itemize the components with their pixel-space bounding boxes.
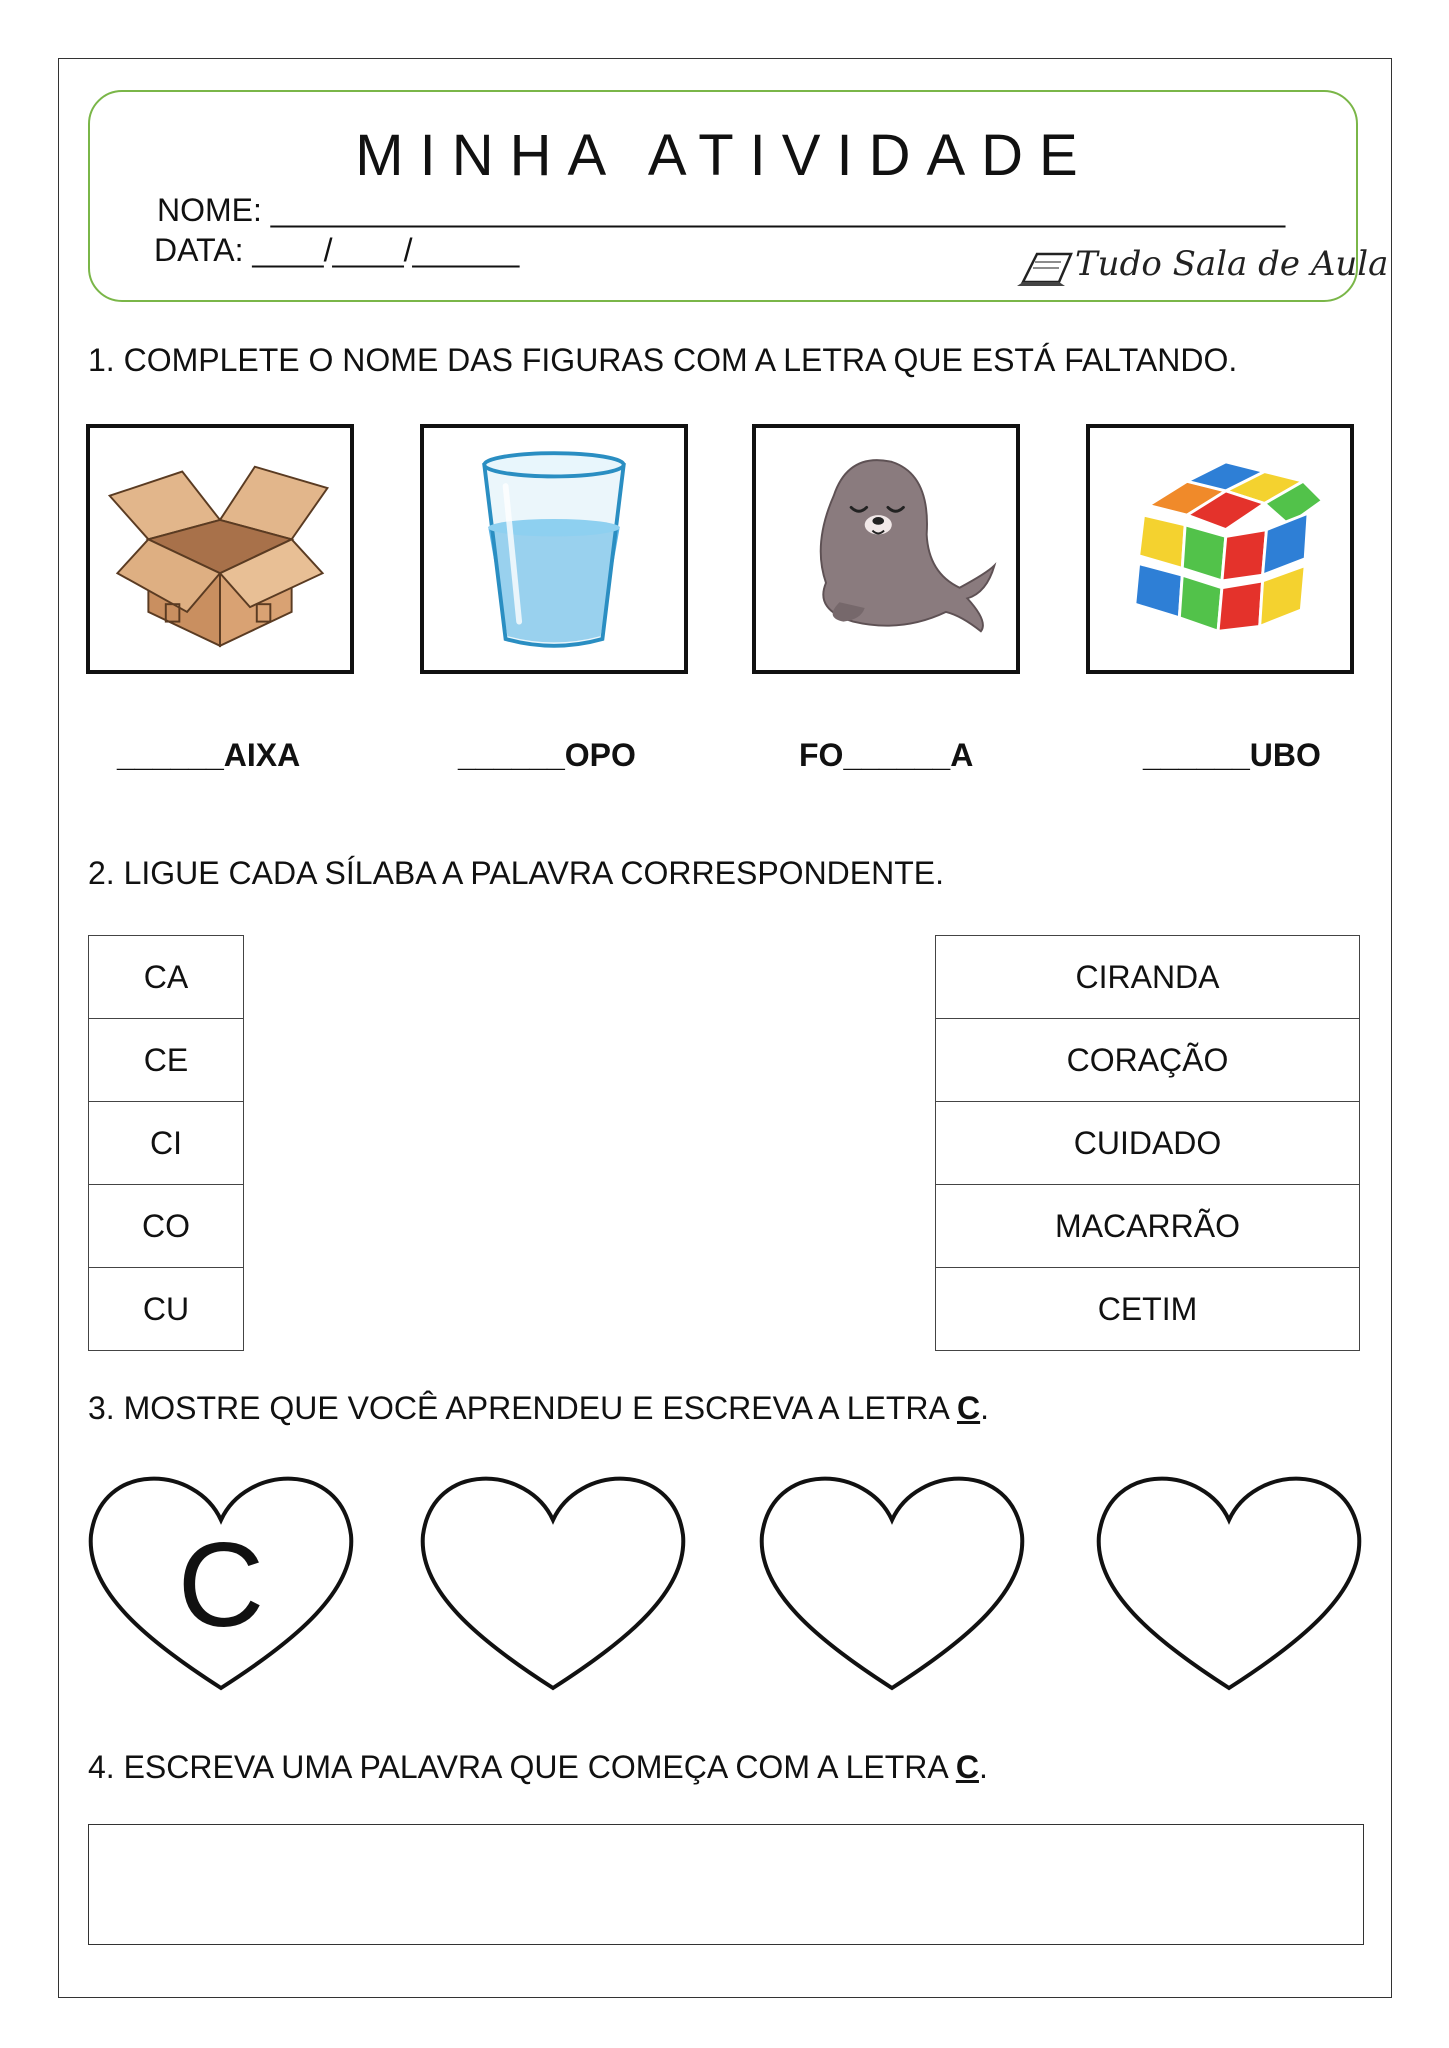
question-4-prefix: 4. ESCREVA UMA PALAVRA QUE COMEÇA COM A LETRA xyxy=(88,1749,956,1785)
question-2-text: 2. LIGUE CADA SÍLABA A PALAVRA CORRESPONDENTE. xyxy=(88,855,945,891)
fill-word-3: FO______A xyxy=(799,737,974,773)
heart-1[interactable] xyxy=(86,1460,356,1695)
question-3-text xyxy=(88,1390,989,1427)
page-title: MINHA ATIVIDADE xyxy=(355,123,1094,188)
heart-icon xyxy=(86,1460,356,1695)
question-4-text xyxy=(88,1749,988,1786)
fill-word-4: ______UBO xyxy=(1143,737,1321,773)
question-4-letter: C xyxy=(955,1749,979,1785)
glass-of-water-icon xyxy=(424,428,684,670)
rubiks-cube-icon xyxy=(1090,428,1350,670)
word-table xyxy=(935,935,1360,1351)
figure-box-2 xyxy=(420,424,688,674)
heart-2[interactable] xyxy=(418,1460,688,1695)
fill-word-1: ______AIXA xyxy=(117,737,301,773)
laptop-icon xyxy=(1015,242,1075,292)
heart-4[interactable] xyxy=(1094,1460,1364,1695)
syllable-cell[interactable]: CI xyxy=(89,1102,244,1185)
heart-example-letter: C xyxy=(177,1518,265,1652)
heart-icon xyxy=(757,1460,1027,1695)
name-field[interactable]: NOME: _________________________________________________________ xyxy=(157,192,1286,228)
heart-icon xyxy=(1094,1460,1364,1695)
word-cell[interactable]: CIRANDA xyxy=(936,936,1360,1019)
fill-word-2: ______OPO xyxy=(458,737,636,773)
figure-box-3 xyxy=(752,424,1020,674)
heart-icon xyxy=(418,1460,688,1695)
heart-3[interactable] xyxy=(757,1460,1027,1695)
word-cell[interactable]: CUIDADO xyxy=(936,1102,1360,1185)
question-4-suffix: . xyxy=(978,1749,988,1785)
logo-text: Tudo Sala de Aula xyxy=(1075,244,1389,284)
logo xyxy=(1015,242,1389,292)
question-3-suffix: . xyxy=(980,1390,989,1426)
syllable-cell[interactable]: CO xyxy=(89,1185,244,1268)
question-3-prefix: 3. MOSTRE QUE VOCÊ APRENDEU E ESCREVA A LETRA xyxy=(88,1390,957,1426)
syllable-table xyxy=(88,935,244,1351)
syllable-cell[interactable]: CA xyxy=(89,936,244,1019)
figure-box-1 xyxy=(86,424,354,674)
word-cell[interactable]: MACARRÃO xyxy=(936,1185,1360,1268)
answer-box[interactable] xyxy=(88,1824,1364,1945)
figure-box-4 xyxy=(1086,424,1354,674)
date-field[interactable]: DATA: ____/____/______ xyxy=(154,232,520,268)
syllable-cell[interactable]: CU xyxy=(89,1268,244,1351)
question-1-text: 1. COMPLETE O NOME DAS FIGURAS COM A LETRA QUE ESTÁ FALTANDO. xyxy=(88,342,1238,378)
word-cell[interactable]: CETIM xyxy=(936,1268,1360,1351)
syllable-cell[interactable]: CE xyxy=(89,1019,244,1102)
seal-icon xyxy=(756,428,1016,670)
box-icon xyxy=(90,428,350,670)
question-3-letter: C xyxy=(957,1390,981,1426)
word-cell[interactable]: CORAÇÃO xyxy=(936,1019,1360,1102)
